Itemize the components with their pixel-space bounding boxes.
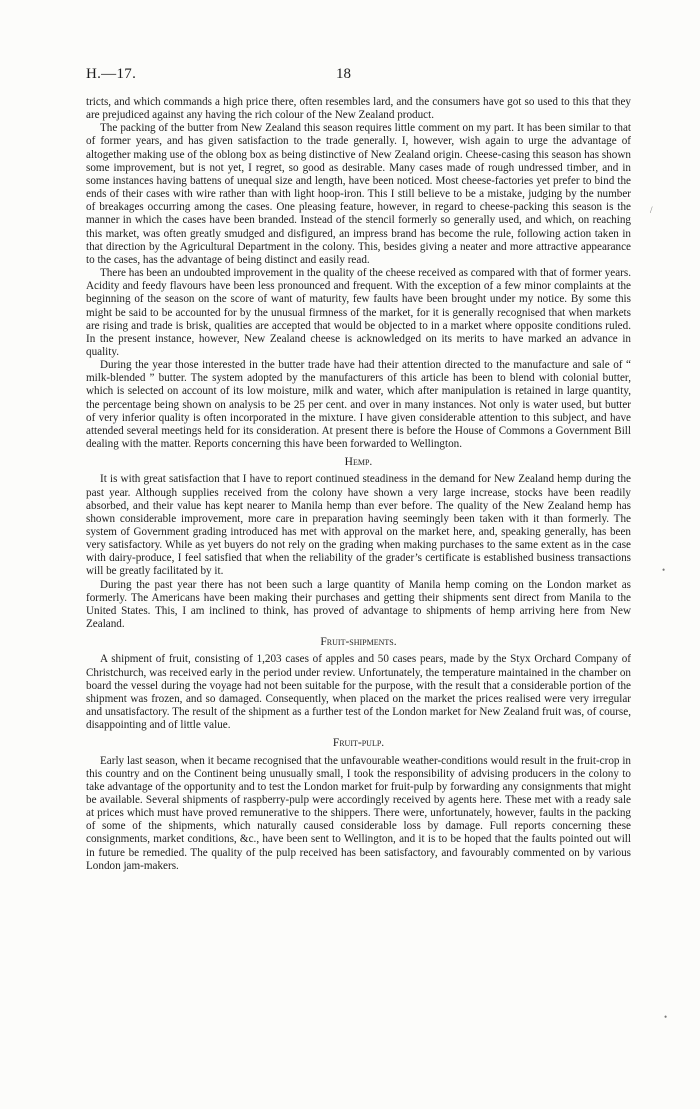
page-number: 18 <box>336 66 351 82</box>
paragraph: There has been an undoubted improvement in the quality of the cheese received as compared with that of former years. Acidity and feedy flavours have been less pronounced and frequent. With the exception of a few minor complaints at the beginning of the season on the score of want of maturity, few faults have been brought under my notice. By some this might be said to be accounted for by the unusual firmness of the market, for it is generally recognised that when markets are rising and trade is brisk, qualities are accepted that would be objected to in a market where opposite conditions ruled. In the present instance, however, New Zealand cheese is acknowledged on its merits to have marked an advance in quality. <box>86 267 631 358</box>
document-body <box>86 96 631 873</box>
paragraph: It is with great satisfaction that I have to report continued steadiness in the demand for New Zealand hemp during the past year. Although supplies received from the colony have shown a very large increase, stocks have been readily absorbed, and their value has kept nearer to Manila hemp than ever before. The quality of the New Zealand hemp has shown considerable improvement, more care in preparation having seemingly been taken with it than formerly. The system of Government grading introduced has met with approval on the market here, and, speaking generally, has been very satisfactory. While as yet buyers do not rely on the grading when making purchases to the same extent as in the case with dairy-produce, I feel satisfied that when the reliability of the grader’s certificate is established business transactions will be greatly facilitated by it. <box>86 473 631 578</box>
paragraph: A shipment of fruit, consisting of 1,203 cases of apples and 50 cases pears, made by the Styx Orchard Company of Christchurch, was received early in the period under review. Unfortunately, the temperature maintained in the chamber on board the vessel during the voyage had not been suitable for the purpose, with the result that a considerable portion of the shipment was frozen, and so damaged. Consequently, when placed on the market the prices realised were very irregular and unsatisfactory. The result of the shipment as a further test of the London market for New Zealand fruit was, of course, disappointing and of little value. <box>86 653 631 732</box>
paragraph: tricts, and which commands a high price there, often resembles lard, and the consumers have got so used to this that they are prejudiced against any having the rich colour of the New Zealand product. <box>86 96 631 122</box>
paragraph: Early last season, when it became recognised that the unfavourable weather-conditions would result in the fruit-crop in this country and on the Continent being unusually small, I took the responsibility of advising producers in the colony to take advantage of the opportunity and to test the London market for fruit-pulp by forwarding any consignments that might be available. Several shipments of raspberry-pulp were accordingly received by agents here. These met with a ready sale at prices which must have proved remunerative to the shippers. There were, unfortunately, however, faults in the packing of some of the shipments, which naturally caused considerable loss by damage. Full reports concerning these consignments, market conditions, &c., have been sent to Wellington, and it is to be hoped that the faults pointed out will in future be remedied. The quality of the pulp received has been satisfactory, and favourably commented on by various London jam-makers. <box>86 754 631 872</box>
margin-mark: • <box>664 1012 668 1022</box>
section-heading-fruit-pulp: Fruit-pulp. <box>332 737 385 750</box>
margin-mark: • <box>662 565 666 575</box>
margin-mark: / <box>650 205 653 215</box>
paragraph: During the past year there has not been such a large quantity of Manila hemp coming on the London market as formerly. The Americans have been making their purchases and getting their shipments sent direct from Manila to the United States. This, I am inclined to think, has proved of advantage to shipments of hemp arriving here from New Zealand. <box>86 578 631 631</box>
paragraph: The packing of the butter from New Zealand this season requires little comment on my part. It has been similar to that of former years, and has given satisfaction to the trade generally. I, however, wish again to urge the advantage of altogether making use of the oblong box as being distinctive of New Zealand origin. Cheese-casing this season has shown some improvement, but is not yet, I regret, so good as desirable. Many cases made of rough undressed timber, and in some instances having battens of unequal size and length, have been noticed. Most cheese-factories yet prefer to bind the ends of their cases with wire rather than with light hoop-iron. This I still believe to be a mistake, judging by the number of breakages occurring among the cases. One pleasing feature, however, in regard to cheese-packing this season is the manner in which the cases have been branded. Instead of the stencil formerly so generally used, and which, on reaching this market, was often greatly smudged and disfigured, an impress brand has become the rule, following action taken in that direction by the Agricultural Department in the colony. This, besides giving a neater and more attractive appearance to the cases, has the advantage of being distinct and easily read. <box>86 122 631 266</box>
paragraph: During the year those interested in the butter trade have had their attention directed to the manufacture and sale of “ milk-blended ” butter. The system adopted by the manufacturers of this article has been to blend with colonial butter, which is selected on account of its low moisture, milk and water, which after manipulation is retained in large quantity, the percentage being shown on analysis to be 25 per cent. and over in many instances. Not only is water used, but butter of very inferior quality is often incorporated in the mixture. I have given considerable attention to this subject, and have attended several meetings held for its consideration. At present there is before the House of Commons a Government Bill dealing with the matter. Reports concerning this have been forwarded to Wellington. <box>86 359 631 451</box>
section-heading-fruit-shipments: Fruit-shipments. <box>320 636 397 649</box>
section-heading-hemp: Hemp. <box>344 456 373 469</box>
page-header <box>86 66 631 86</box>
document-reference: H.—17. <box>86 66 137 82</box>
